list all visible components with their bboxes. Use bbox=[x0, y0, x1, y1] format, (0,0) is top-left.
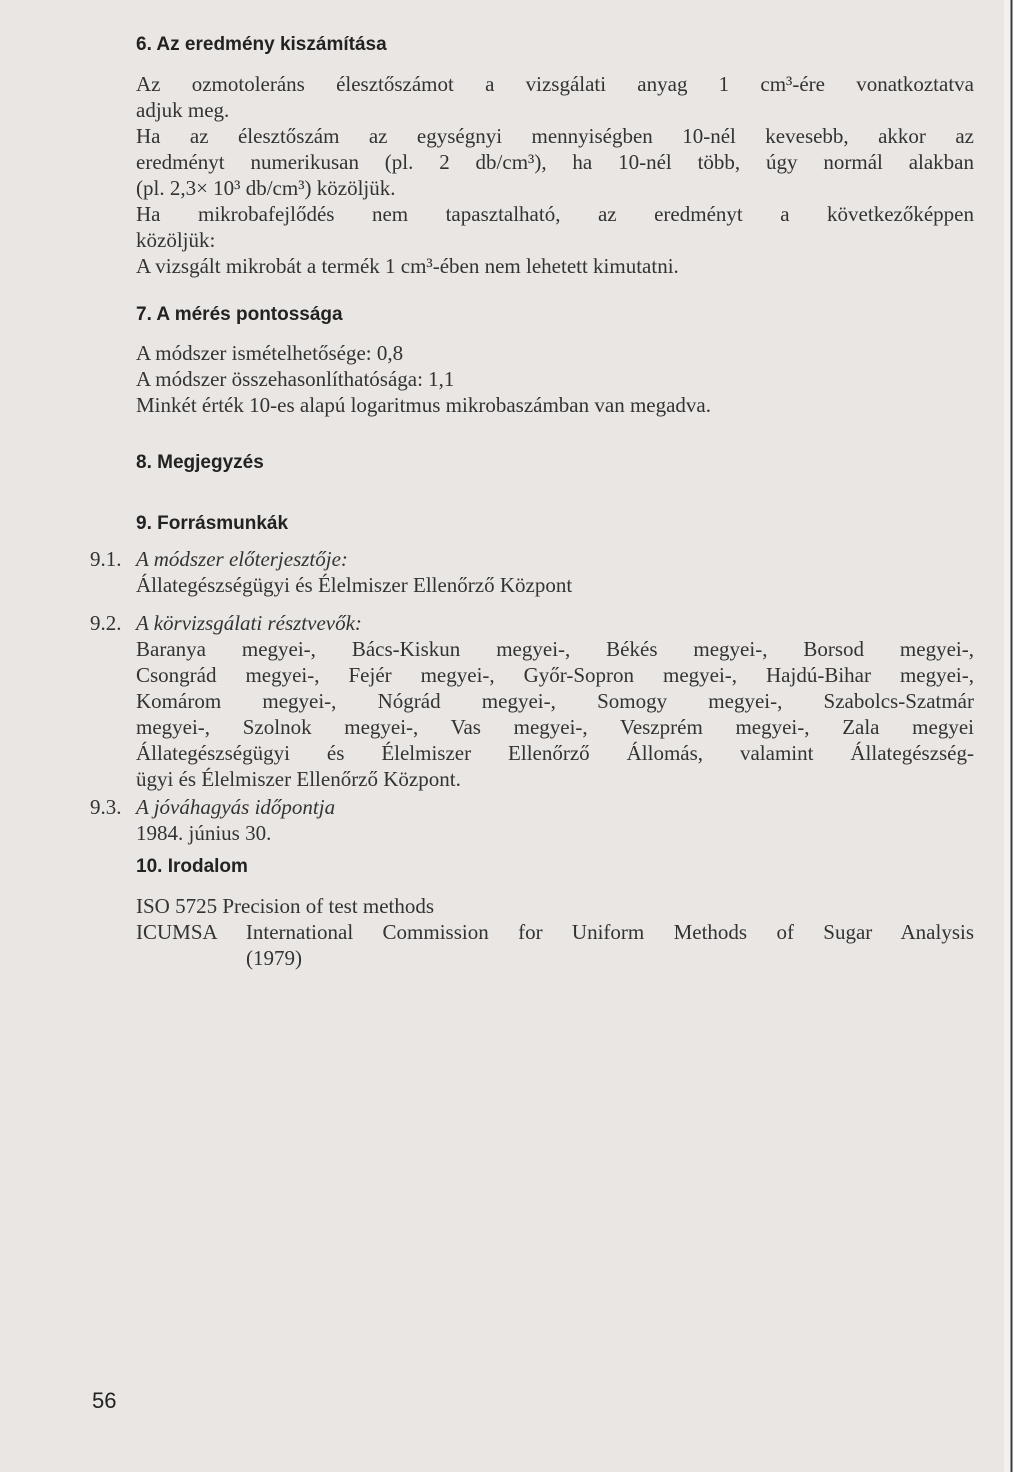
item-9-3-number: 9.3. bbox=[90, 795, 122, 819]
item-9-3-line-1: 1984. június 30. bbox=[136, 821, 272, 845]
section-10-body bbox=[136, 893, 974, 971]
item-9-2-number: 9.2. bbox=[90, 611, 122, 635]
section-7-heading: 7. A mérés pontossága bbox=[136, 304, 343, 325]
s7-line-1: A módszer ismételhetősége: 0,8 bbox=[136, 341, 404, 365]
s6-line-3: Ha az élesztőszám az egységnyi mennyiségben 10-nél kevesebb, akkor az bbox=[136, 124, 974, 148]
s7-line-2: A módszer összehasonlíthatósága: 1,1 bbox=[136, 367, 455, 391]
item-9-2-line-4: megyei-, Szolnok megyei-, Vas megyei-, Veszprém megyei-, Zala megyei bbox=[136, 715, 974, 739]
s6-line-4: eredményt numerikusan (pl. 2 db/cm³), ha 10-nél több, úgy normál alakban bbox=[136, 150, 974, 174]
s6-line-6: Ha mikrobafejlődés nem tapasztalható, az eredményt a következőképpen bbox=[136, 202, 974, 226]
item-9-2-line-3: Komárom megyei-, Nógrád megyei-, Somogy megyei-, Szabolcs-Szatmár bbox=[136, 689, 974, 713]
item-9-2-line-2: Csongrád megyei-, Fejér megyei-, Győr-Sopron megyei-, Hajdú-Bihar megyei-, bbox=[136, 663, 974, 687]
section-6-heading: 6. Az eredmény kiszámítása bbox=[136, 34, 387, 55]
s10-line-1: ISO 5725 Precision of test methods bbox=[136, 894, 435, 918]
page-edge-shadow bbox=[1004, 0, 1024, 1472]
item-9-1-body bbox=[136, 546, 974, 598]
item-9-2-line-6: ügyi és Élelmiszer Ellenőrző Központ. bbox=[136, 767, 461, 791]
item-9-2-body bbox=[136, 610, 974, 792]
s6-line-5: (pl. 2,3× 10³ db/cm³) közöljük. bbox=[136, 176, 396, 200]
item-9-1-number: 9.1. bbox=[90, 547, 122, 571]
item-9-1-title: A módszer előterjesztője: bbox=[136, 547, 348, 571]
page-number: 56 bbox=[92, 1388, 117, 1413]
section-9-heading: 9. Forrásmunkák bbox=[136, 513, 289, 534]
s7-line-3: Minkét érték 10-es alapú logaritmus mikrobaszámban van megadva. bbox=[136, 393, 711, 417]
s10-line-3: (1979) bbox=[246, 946, 302, 970]
item-9-2-line-5: Állategészségügyi és Élelmiszer Ellenőrző Állomás, valamint Állategészség- bbox=[136, 741, 974, 765]
s6-line-8: A vizsgált mikrobát a termék 1 cm³-ében nem lehetett kimutatni. bbox=[136, 254, 679, 278]
s6-line-1: Az ozmotoleráns élesztőszámot a vizsgálati anyag 1 cm³-ére vonatkoztatva bbox=[136, 72, 974, 96]
item-9-2-line-1: Baranya megyei-, Bács-Kiskun megyei-, Békés megyei-, Borsod megyei-, bbox=[136, 637, 974, 661]
section-10-heading: 10. Irodalom bbox=[136, 856, 248, 877]
item-9-3-title: A jóváhagyás időpontja bbox=[136, 795, 336, 819]
s6-line-2: adjuk meg. bbox=[136, 98, 230, 122]
item-9-2-title: A körvizsgálati résztvevők: bbox=[136, 611, 362, 635]
section-7-body bbox=[136, 340, 974, 418]
section-8-heading: 8. Megjegyzés bbox=[136, 452, 264, 473]
s10-line-2: ICUMSA International Commission for Uniform Methods of Sugar Analysis bbox=[136, 920, 974, 944]
item-9-3-body bbox=[136, 794, 974, 846]
section-6-body bbox=[136, 71, 974, 279]
item-9-1-line-1: Állategészségügyi és Élelmiszer Ellenőrző Központ bbox=[136, 573, 573, 597]
s6-line-7: közöljük: bbox=[136, 228, 216, 252]
